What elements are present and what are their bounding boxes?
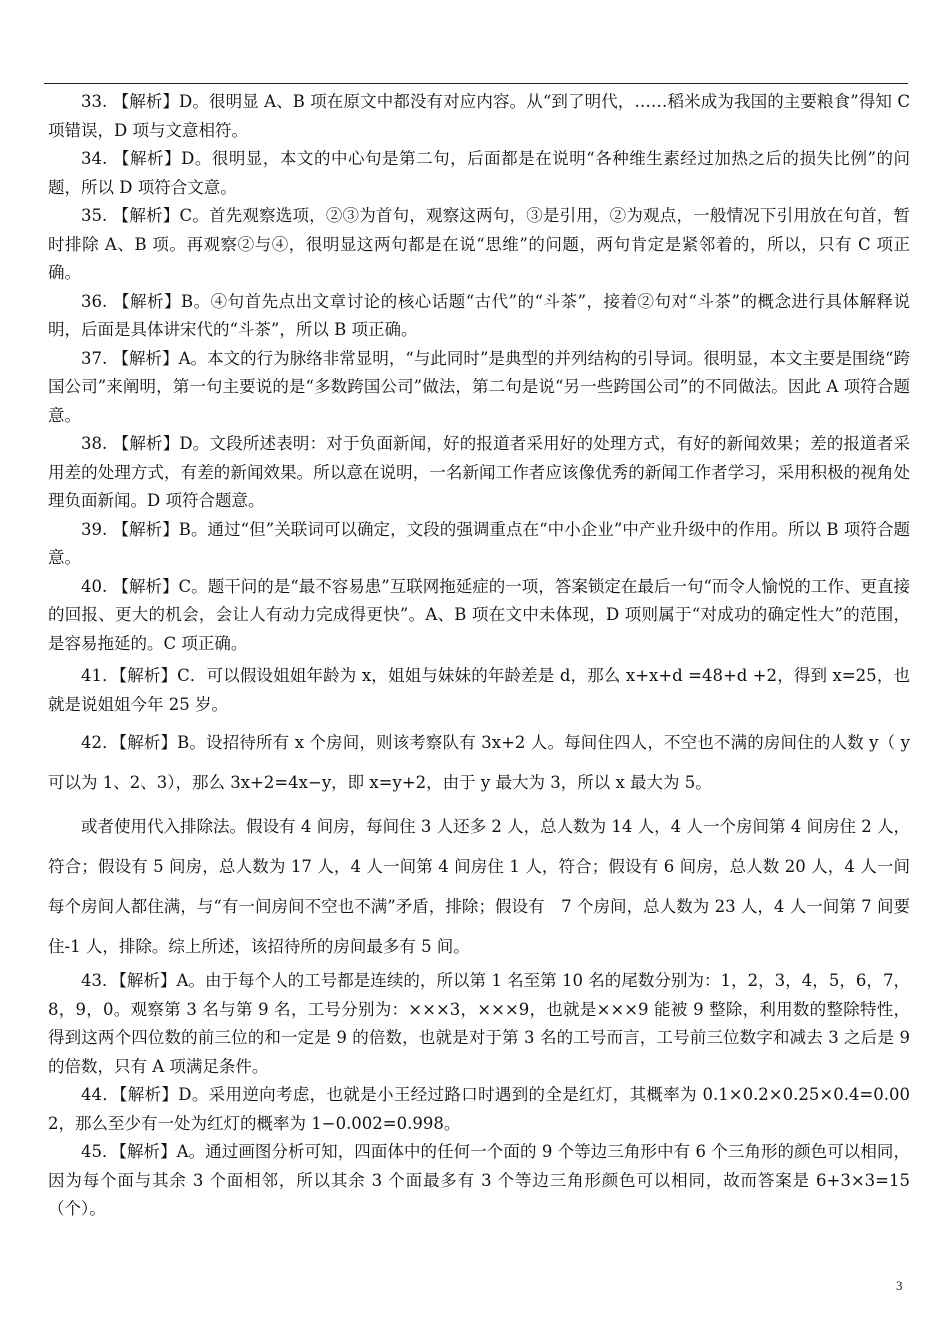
explanation-36: 36. 【解析】B。④句首先点出文章讨论的核心话题“古代”的“斗茶”，接着②句对“斗茶”的概念进行具体解释说明，后面是具体讲宋代的“斗茶”，所以 B 项正确。 [48,291,910,339]
explanation-40: 40. 【解析】C。题干问的是“最不容易患”互联网拖延症的一项，答案锁定在最后一句“而令人愉悦的工作、更直接的回报、更大的机会，会让人有动力完成得更快”。A、B 项在文中未体现，D 项则属于“对成功的确定性大”的范围，是容易拖延的。C 项正确。 [48,576,910,653]
explanation-34: 34. 【解析】D。很明显，本文的中心句是第二句，后面都是在说明“各种维生素经过加热之后的损失比例”的问题，所以 D 项符合文意。 [48,149,910,197]
header-rule [44,83,908,84]
explanation-37: 37. 【解析】A。本文的行为脉络非常显明，“与此同时”是典型的并列结构的引导词。很明显，本文主要是围绕“跨国公司”来阐明，第一句主要说的是“多数跨国公司”做法，第二句是说“另一些跨国公司”的不同做法。因此 A 项符合题意。 [48,348,910,425]
explanation-33: 33. 【解析】D。很明显 A、B 项在原文中都没有对应内容。从“到了明代，……稻米成为我国的主要粮食”得知 C 项错误，D 项与文意相符。 [48,92,910,140]
explanation-42-alternative: 或者使用代入排除法。假设有 4 间房，每间住 3 人还多 2 人，总人数为 14 人，4 人一个房间第 4 间房住 2 人，符合；假设有 5 间房，总人数为 17 人，4 人一间第 4 间房住 1 人，符合；假设有 6 间房，总人数 20 人，4 人一间每个房间人都住满，与“有一间房间不空也不满”矛盾，排除；假设有 7 个房间，总人数为 23 人，4 人一间第 7 间要住-1 人，排除。综上所述，该招待所的房间最多有 5 间。 [48,817,910,956]
explanation-44: 44．【解析】D。采用逆向考虑，也就是小王经过路口时遇到的全是红灯，其概率为 0.1×0.2×0.25×0.4=0.002，那么至少有一处为红灯的概率为 1−0.002=0.998。 [48,1085,910,1133]
answer-explanations [48,88,910,1224]
page-number: 3 [896,1278,903,1293]
explanation-39: 39. 【解析】B。通过“但”关联词可以确定，文段的强调重点在“中小企业”中产业升级中的作用。所以 B 项符合题意。 [48,519,910,567]
explanation-41: 41．【解析】C．可以假设姐姐年龄为 x，姐姐与妹妹的年龄差是 d，那么 x+x+d =48+d +2，得到 x=25，也就是说姐姐今年 25 岁。 [48,666,910,714]
explanation-35: 35. 【解析】C。首先观察选项，②③为首句，观察这两句，③是引用，②为观点，一般情况下引用放在句首，暂时排除 A、B 项。再观察②与④，很明显这两句都是在说“思维”的问题，两句肯定是紧邻着的，所以，只有 C 项正确。 [48,206,910,282]
explanation-43: 43．【解析】A。由于每个人的工号都是连续的，所以第 1 名至第 10 名的尾数分别为：1，2，3，4，5，6，7，8，9，0。观察第 3 名与第 9 名，工号分别为：×××3，×××9，也就是×××9 能被 9 整除，利用数的整除特性，得到这两个四位数的前三位的和一定是 9 的倍数，也就是对于第 3 名的工号而言，工号前三位数字和减去 3 之后是 9 的倍数，只有 A 项满足条件。 [48,971,910,1076]
explanation-38: 38. 【解析】D。文段所述表明：对于负面新闻，好的报道者采用好的处理方式，有好的新闻效果；差的报道者采用差的处理方式，有差的新闻效果。所以意在说明，一名新闻工作者应该像优秀的新闻工作者学习，采用积极的视角处理负面新闻。D 项符合题意。 [48,434,910,510]
explanation-45: 45．【解析】A。通过画图分析可知，四面体中的任何一个面的 9 个等边三角形中有 6 个三角形的颜色可以相同，因为每个面与其余 3 个面相邻，所以其余 3 个面最多有 3 个等边三角形颜色可以相同，故而答案是 6+3×3=15（个）。 [48,1142,910,1218]
explanation-42: 42．【解析】B。设招待所有 x 个房间，则该考察队有 3x+2 人。每间住四人，不空也不满的房间住的人数 y（ y 可以为 1、2、3），那么 3x+2=4x−y，即 x=y+2，由于 y 最大为 3，所以 x 最大为 5。 [48,733,910,792]
